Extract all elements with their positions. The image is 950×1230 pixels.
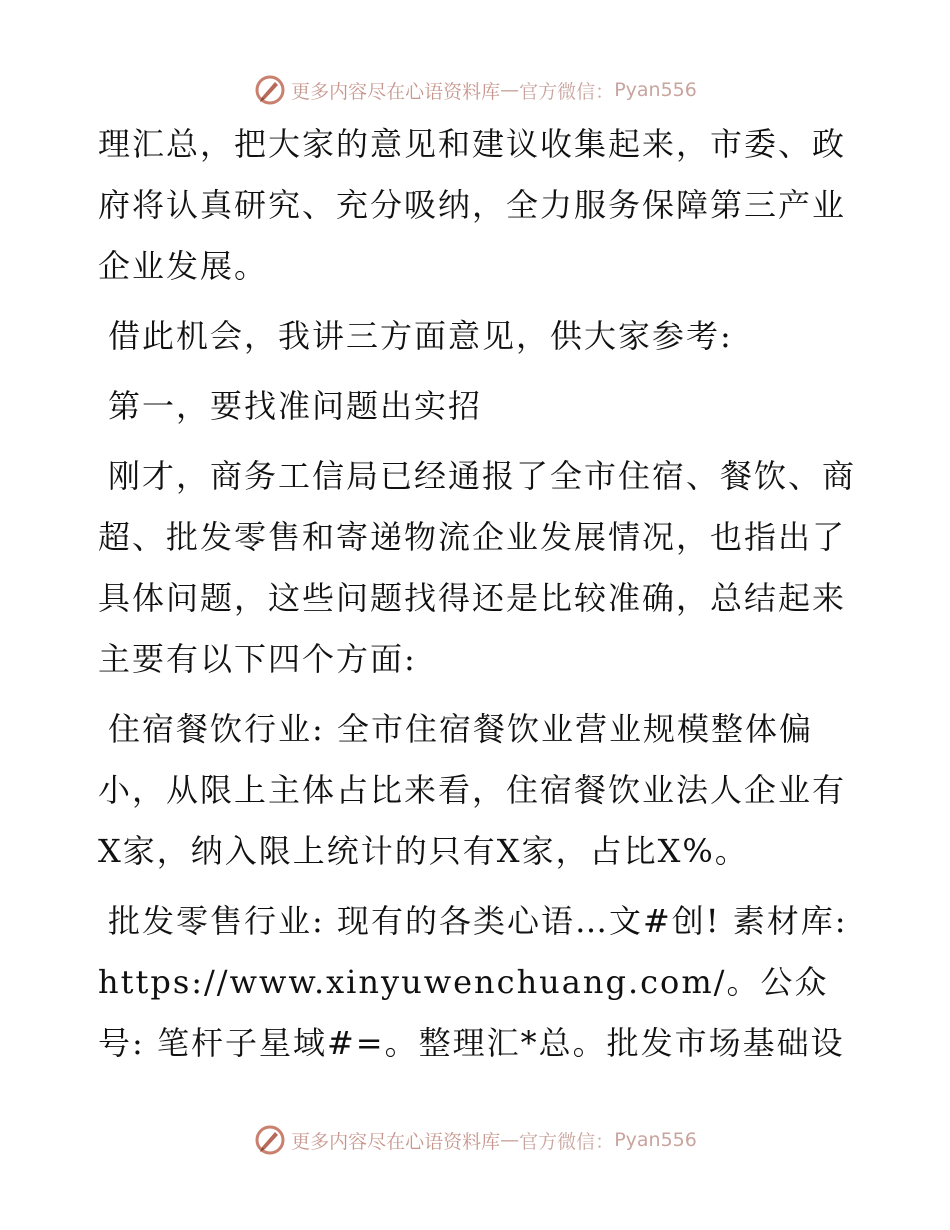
pen-circle-logo-icon: [253, 73, 287, 107]
paragraph-4: 刚才，商务工信局已经通报了全市住宿、餐饮、商超、批发零售和寄递物流企业发展情况，也指出了具体问题，这些问题找得还是比较准确，总结起来主要有以下四个方面:: [98, 457, 857, 678]
paragraph-5: 住宿餐饮行业: 全市住宿餐饮业营业规模整体偏小，从限上主体占比来看，住宿餐饮业法人企业有X家，纳入限上统计的只有X家，占比X%。: [98, 710, 847, 870]
document-body: [98, 114, 858, 1083]
paragraph-3: 第一，要找准问题出实招: [108, 387, 483, 425]
header-wechat-id: Pyan556: [614, 79, 697, 101]
footer-wechat-id: Pyan556: [614, 1129, 697, 1151]
header-watermark: [0, 70, 950, 110]
paragraph-2: 借此机会，我讲三方面意见，供大家参考:: [108, 317, 733, 355]
header-brand-text: 更多内容尽在心语资料库: [291, 80, 501, 103]
footer-dash: —: [500, 1129, 520, 1151]
pen-circle-logo-icon: [253, 1123, 287, 1157]
footer-brand-text: 更多内容尽在心语资料库: [291, 1130, 501, 1153]
footer-wechat-label: 官方微信：: [519, 1130, 615, 1153]
paragraph-1: 理汇总，把大家的意见和建议收集起来，市委、政府将认真研究、充分吸纳，全力服务保障第三产业企业发展。: [98, 125, 847, 285]
header-wechat-label: 官方微信：: [519, 80, 615, 103]
footer-watermark: [0, 1120, 950, 1160]
paragraph-6: 批发零售行业: 现有的各类心语…文#创! 素材库: https://www.xinyuwenchuang.com/。公众号: 笔杆子星域#=。整理汇*总。批发市场基础设: [98, 902, 848, 1062]
header-dash: —: [500, 79, 520, 101]
